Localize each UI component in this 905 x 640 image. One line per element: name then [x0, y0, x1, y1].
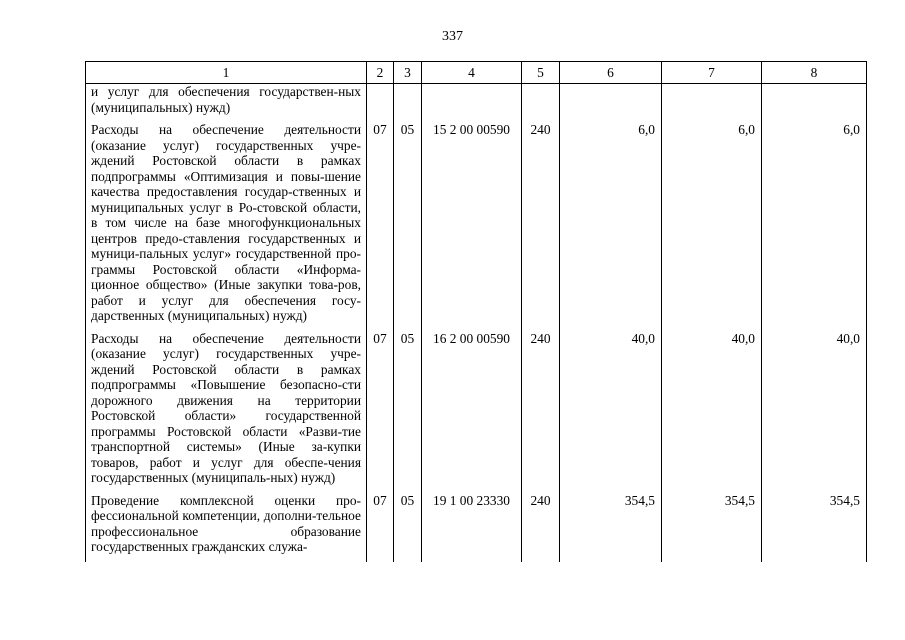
row-amount-col7 [662, 84, 762, 123]
row-amount-col6 [560, 84, 662, 123]
row-amount-col8: 354,5 [762, 493, 867, 562]
row-description: и услуг для обеспечения государствен-ных (муниципальных) нужд) [86, 84, 367, 123]
row-amount-col8 [762, 84, 867, 123]
row-target-item: 19 1 00 23330 [422, 493, 522, 562]
row-amount-col6: 354,5 [560, 493, 662, 562]
row-description: Расходы на обеспечение деятельности (оказание услуг) государственных учре-ждений Ростовской области в рамках подпрограммы «Оптимизация и повы-шение качества предоставления государ-ственных и муниципальных услуг в Ро-стовской области, в том числе на базе многофункциональных центров предо-ставления государственных и муници-пальных услуг» государственной про-граммы Ростовской области «Информа-ционное общество» (Иные закупки това-ров, работ и услуг для обеспечения госу-дарственных (муниципальных) нужд) [86, 122, 367, 331]
row-target-item: 16 2 00 00590 [422, 331, 522, 493]
row-expense-type: 240 [522, 122, 560, 331]
table-row [86, 493, 867, 562]
row-description: Проведение комплексной оценки про-фессиональной компетенции, дополни-тельное профессиональное образование государственных гражданских служа- [86, 493, 367, 562]
row-amount-col7: 6,0 [662, 122, 762, 331]
table-header-row [86, 62, 867, 84]
row-subsection: 05 [394, 331, 422, 493]
header-col-8: 8 [762, 62, 867, 84]
row-amount-col7: 354,5 [662, 493, 762, 562]
row-section: 07 [367, 122, 394, 331]
header-col-5: 5 [522, 62, 560, 84]
row-amount-col8: 40,0 [762, 331, 867, 493]
header-col-6: 6 [560, 62, 662, 84]
header-col-1: 1 [86, 62, 367, 84]
table-row [86, 84, 867, 123]
row-expense-type [522, 84, 560, 123]
row-amount-col8: 6,0 [762, 122, 867, 331]
row-expense-type: 240 [522, 493, 560, 562]
row-amount-col6: 40,0 [560, 331, 662, 493]
header-col-7: 7 [662, 62, 762, 84]
table-row [86, 331, 867, 493]
row-subsection [394, 84, 422, 123]
row-section: 07 [367, 493, 394, 562]
row-section [367, 84, 394, 123]
page-number: 337 [442, 29, 463, 44]
row-subsection: 05 [394, 122, 422, 331]
row-expense-type: 240 [522, 331, 560, 493]
row-description: Расходы на обеспечение деятельности (оказание услуг) государственных учре-ждений Ростовской области в рамках подпрограммы «Повышение безопасно-сти дорожного движения на территории Ростовской области» государственной программы Ростовской области «Разви-тие транспортной системы» (Иные за-купки товаров, работ и услуг для обеспе-чения государственных (муниципаль-ных) нужд) [86, 331, 367, 493]
header-col-3: 3 [394, 62, 422, 84]
row-amount-col6: 6,0 [560, 122, 662, 331]
row-target-item [422, 84, 522, 123]
table-row [86, 122, 867, 331]
header-col-4: 4 [422, 62, 522, 84]
row-amount-col7: 40,0 [662, 331, 762, 493]
budget-table [85, 61, 867, 562]
row-target-item: 15 2 00 00590 [422, 122, 522, 331]
header-col-2: 2 [367, 62, 394, 84]
row-subsection: 05 [394, 493, 422, 562]
row-section: 07 [367, 331, 394, 493]
